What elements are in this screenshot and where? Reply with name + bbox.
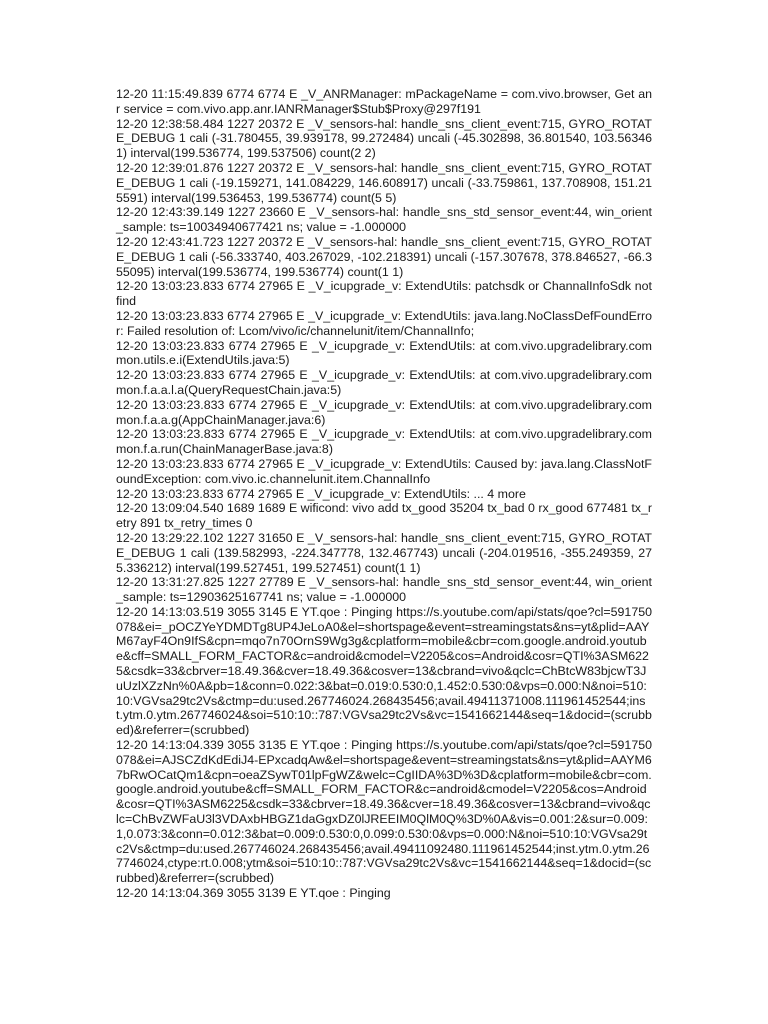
- log-entry: 12-20 13:03:23.833 6774 27965 E _V_icupgrade_v: ExtendUtils: at com.vivo.upgradelibrary.common.f.a.run(ChainManagerBase.java:8): [116, 427, 652, 457]
- log-entry: 12-20 13:03:23.833 6774 27965 E _V_icupgrade_v: ExtendUtils: at com.vivo.upgradelibrary.common.utils.e.i(ExtendUtils.java:5): [116, 338, 652, 368]
- log-entry: 12-20 14:13:04.369 3055 3139 E YT.qoe : Pinging: [116, 886, 391, 901]
- log-entry: 12-20 12:38:58.484 1227 20372 E _V_sensors-hal: handle_sns_client_event:715, GYRO_ROTATE_DEBUG 1 cali (-31.780455, 39.939178, 99.272484) uncali (-45.302898, 36.801540, 103.563461) interval(199.536774, 199.537506) count(2 2): [116, 116, 652, 161]
- log-entry: 12-20 12:39:01.876 1227 20372 E _V_sensors-hal: handle_sns_client_event:715, GYRO_ROTATE_DEBUG 1 cali (-19.159271, 141.084229, 146.608917) uncali (-33.759861, 137.708908, 151.215591) interval(199.536453, 199.536774) count(5 5): [116, 160, 652, 205]
- log-document: [116, 87, 652, 901]
- log-entry: 12-20 14:13:03.519 3055 3145 E YT.qoe : Pinging https://s.youtube.com/api/stats/qoe?cl=591750078&ei=_pOCZYeYDMDTg8UP4JeLoA0&el=shortspage&event=streamingstats&ns=yt&plid=AAYM67ayF4On9IfS&cpn=mqo7n70OrnS9Wg3g&cplatform=mobile&cbr=com.google.android.youtube&cff=SMALL_FORM_FACTOR&c=android&cmodel=V2205&cos=Android&cosr=QTI%3ASM6225&csdk=33&cbrver=18.49.36&cver=18.49.36&cosver=13&cbrand=vivo&qclc=ChBtcW83bjcwT3JuUzlXZzNn%0A&pb=1&conn=0.022:3&bat=0.019:0.530:0,1.452:0.530:0&vps=0.000:N&noi=510:10:VGVsa29tc2Vs&ctmp=du:used.267746024.268435456;avail.49411371008.111961452544;inst.ytm.0.ytm.267746024&soi=510:10::787:VGVsa29tc2Vs&vc=1541662144&seq=1&docid=(scrubbed)&referrer=(scrubbed): [116, 604, 652, 738]
- log-entry: 12-20 13:03:23.833 6774 27965 E _V_icupgrade_v: ExtendUtils: at com.vivo.upgradelibrary.common.f.a.a.g(AppChainManager.java:6): [116, 397, 652, 427]
- log-entry: 12-20 13:03:23.833 6774 27965 E _V_icupgrade_v: ExtendUtils: patchsdk or ChannalInfoSdk not find: [116, 279, 652, 309]
- log-entry: 12-20 11:15:49.839 6774 6774 E _V_ANRManager: mPackageName = com.vivo.browser, Get anr service = com.vivo.app.anr.IANRManager$Stub$Proxy@297f191: [116, 87, 652, 116]
- log-entry: 12-20 12:43:41.723 1227 20372 E _V_sensors-hal: handle_sns_client_event:715, GYRO_ROTATE_DEBUG 1 cali (-56.333740, 403.267029, -102.218391) uncali (-157.307678, 378.846527, -66.355095) interval(199.536774, 199.536774) count(1 1): [116, 234, 652, 279]
- log-entry: 12-20 12:43:39.149 1227 23660 E _V_sensors-hal: handle_sns_std_sensor_event:44, win_orient_sample: ts=10034940677421 ns; value = -1.000000: [116, 205, 652, 235]
- log-entry: 12-20 13:29:22.102 1227 31650 E _V_sensors-hal: handle_sns_client_event:715, GYRO_ROTATE_DEBUG 1 cali (139.582993, -224.347778, 132.467743) uncali (-204.019516, -355.249359, 275.336212) interval(199.527451, 199.527451) count(1 1): [116, 530, 652, 575]
- log-entry: 12-20 13:09:04.540 1689 1689 E wificond: vivo add tx_good 35204 tx_bad 0 rx_good 677481 tx_retry 891 tx_retry_times 0: [116, 501, 652, 531]
- log-entry: 12-20 14:13:04.339 3055 3135 E YT.qoe : Pinging https://s.youtube.com/api/stats/qoe?cl=591750078&ei=AJSCZdKdEdiJ4-EPxcadqAw&el=shortspage&event=streamingstats&ns=yt&plid=AAYM67bRwOCatQm1&cpn=oeaZSywT01lpFgWZ&welc=CgIIDA%3D%3D&cplatform=mobile&cbr=com.google.android.youtube&cff=SMALL_FORM_FACTOR&c=android&cmodel=V2205&cos=Android&cosr=QTI%3ASM6225&csdk=33&cbrver=18.49.36&cver=18.49.36&cosver=13&cbrand=vivo&qclc=ChBvZWFaU3l3VDAxbHBGZ1daGgxDZ0lJREEIM0QlM0Q%3D%0A&vis=0.001:2&sur=0.009:1,0.073:3&conn=0.012:3&bat=0.009:0.530:0,0.099:0.530:0&vps=0.000:N&noi=510:10:VGVsa29tc2Vs&ctmp=du:used.267746024.268435456;avail.49411092480.111961452544;inst.ytm.0.ytm.267746024,ctype:rt.0.008;ytm&soi=510:10::787:VGVsa29tc2Vs&vc=1541662144&seq=1&docid=(scrubbed)&referrer=(scrubbed): [116, 738, 652, 886]
- log-entry: 12-20 13:31:27.825 1227 27789 E _V_sensors-hal: handle_sns_std_sensor_event:44, win_orient_sample: ts=12903625167741 ns; value = -1.000000: [116, 575, 652, 605]
- log-entry: 12-20 13:03:23.833 6774 27965 E _V_icupgrade_v: ExtendUtils: at com.vivo.upgradelibrary.common.f.a.a.l.a(QueryRequestChain.java:5): [116, 368, 652, 397]
- log-entry: 12-20 13:03:23.833 6774 27965 E _V_icupgrade_v: ExtendUtils: java.lang.NoClassDefFoundError: Failed resolution of: Lcom/vivo/ic/channelunit/item/ChannalInfo;: [116, 308, 652, 338]
- log-entry: 12-20 13:03:23.833 6774 27965 E _V_icupgrade_v: ExtendUtils: Caused by: java.lang.ClassNotFoundException: com.vivo.ic.channelunit.item.ChannalInfo: [116, 456, 652, 486]
- log-entry: 12-20 13:03:23.833 6774 27965 E _V_icupgrade_v: ExtendUtils: ... 4 more: [116, 486, 526, 501]
